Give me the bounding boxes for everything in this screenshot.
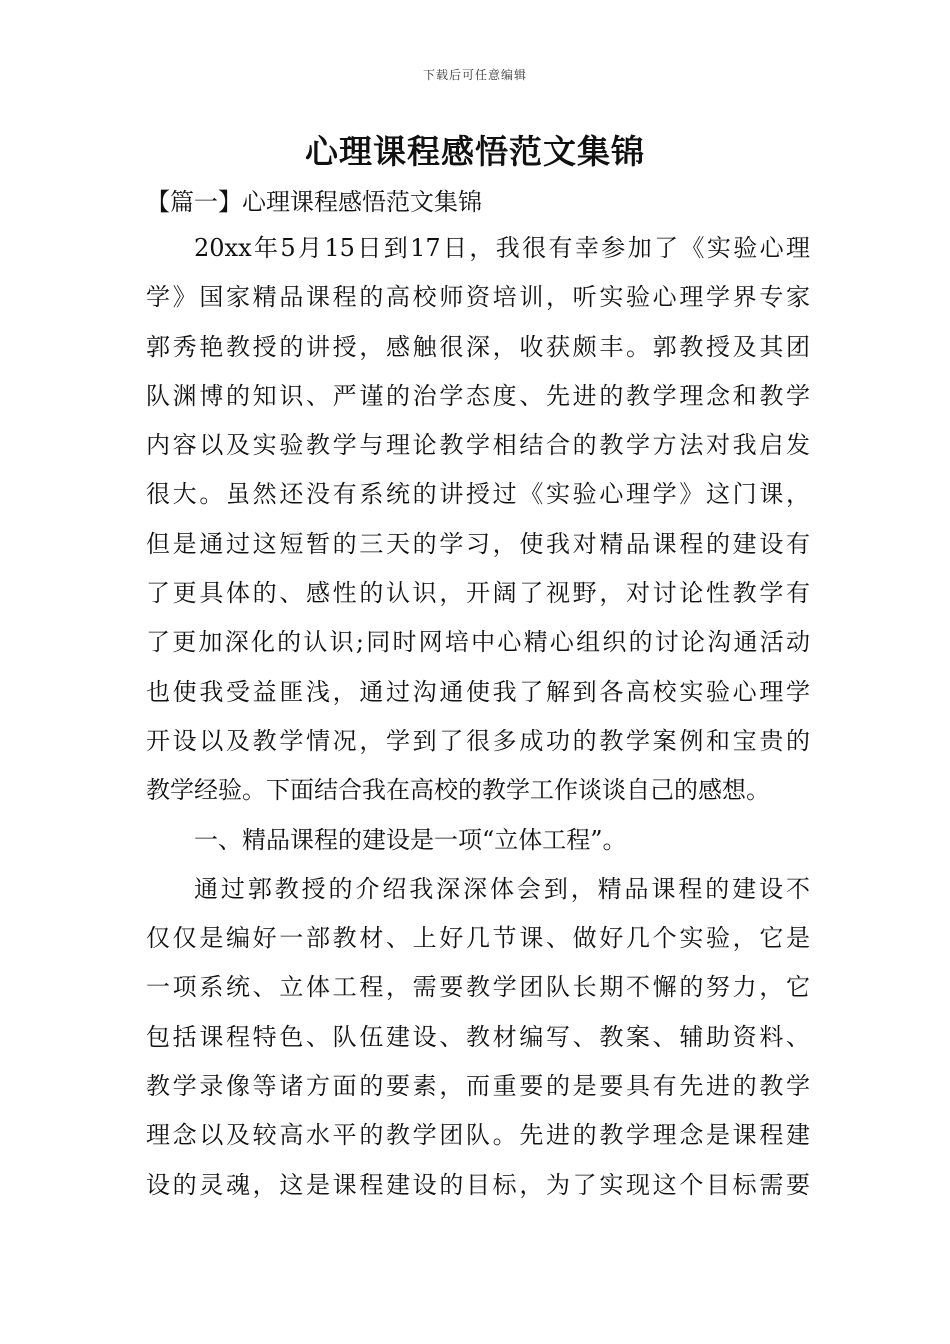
text-line: 很大。虽然还没有系统的讲授过《实验心理学》这门课， [146, 480, 810, 509]
header-note: 下载后可任意编辑 [422, 68, 527, 82]
subheading-line: 一、精品课程的建设是一项“立体工程”。 [194, 825, 627, 854]
body-text [146, 224, 810, 1210]
text-line: 设的灵魂，这是课程建设的目标，为了实现这个目标需要 [146, 1170, 810, 1199]
text-line: 理念以及较高水平的教学团队。先进的教学理念是课程建 [146, 1121, 810, 1150]
text-line: 包括课程特色、队伍建设、教材编写、教案、辅助资料、 [146, 1022, 810, 1051]
section-heading: 【篇一】心理课程感悟范文集锦 [146, 188, 482, 216]
text-line: 学》国家精品课程的高校师资培训，听实验心理学界专家 [146, 283, 810, 312]
text-line: 开设以及教学情况，学到了很多成功的教学案例和宝贵的 [146, 726, 810, 755]
text-line: 一项系统、立体工程，需要教学团队长期不懈的努力，它 [146, 973, 810, 1002]
document-title: 心理课程感悟范文集锦 [305, 132, 645, 171]
text-line: 队渊博的知识、严谨的治学态度、先进的教学理念和教学 [146, 381, 810, 410]
text-line: 内容以及实验教学与理论教学相结合的教学方法对我启发 [146, 431, 810, 460]
text-line: 了更具体的、感性的认识，开阔了视野，对讨论性教学有 [146, 579, 810, 608]
text-line: 也使我受益匪浅，通过沟通使我了解到各高校实验心理学 [146, 677, 810, 706]
text-line: 20xx年5月15日到17日，我很有幸参加了《实验心理 [194, 234, 810, 262]
text-line: 了更加深化的认识;同时网培中心精心组织的讨论沟通活动 [146, 628, 810, 657]
text-line: 仅仅是编好一部教材、上好几节课、做好几个实验，它是 [146, 924, 810, 953]
text-line: 但是通过这短暂的三天的学习，使我对精品课程的建设有 [146, 529, 810, 558]
text-line: 教学录像等诸方面的要素，而重要的是要具有先进的教学 [146, 1072, 810, 1101]
text-line: 通过郭教授的介绍我深深体会到，精品课程的建设不 [194, 874, 810, 903]
text-line: 郭秀艳教授的讲授，感触很深，收获颇丰。郭教授及其团 [146, 332, 810, 361]
text-line: 教学经验。下面结合我在高校的教学工作谈谈自己的感想。 [146, 776, 770, 805]
